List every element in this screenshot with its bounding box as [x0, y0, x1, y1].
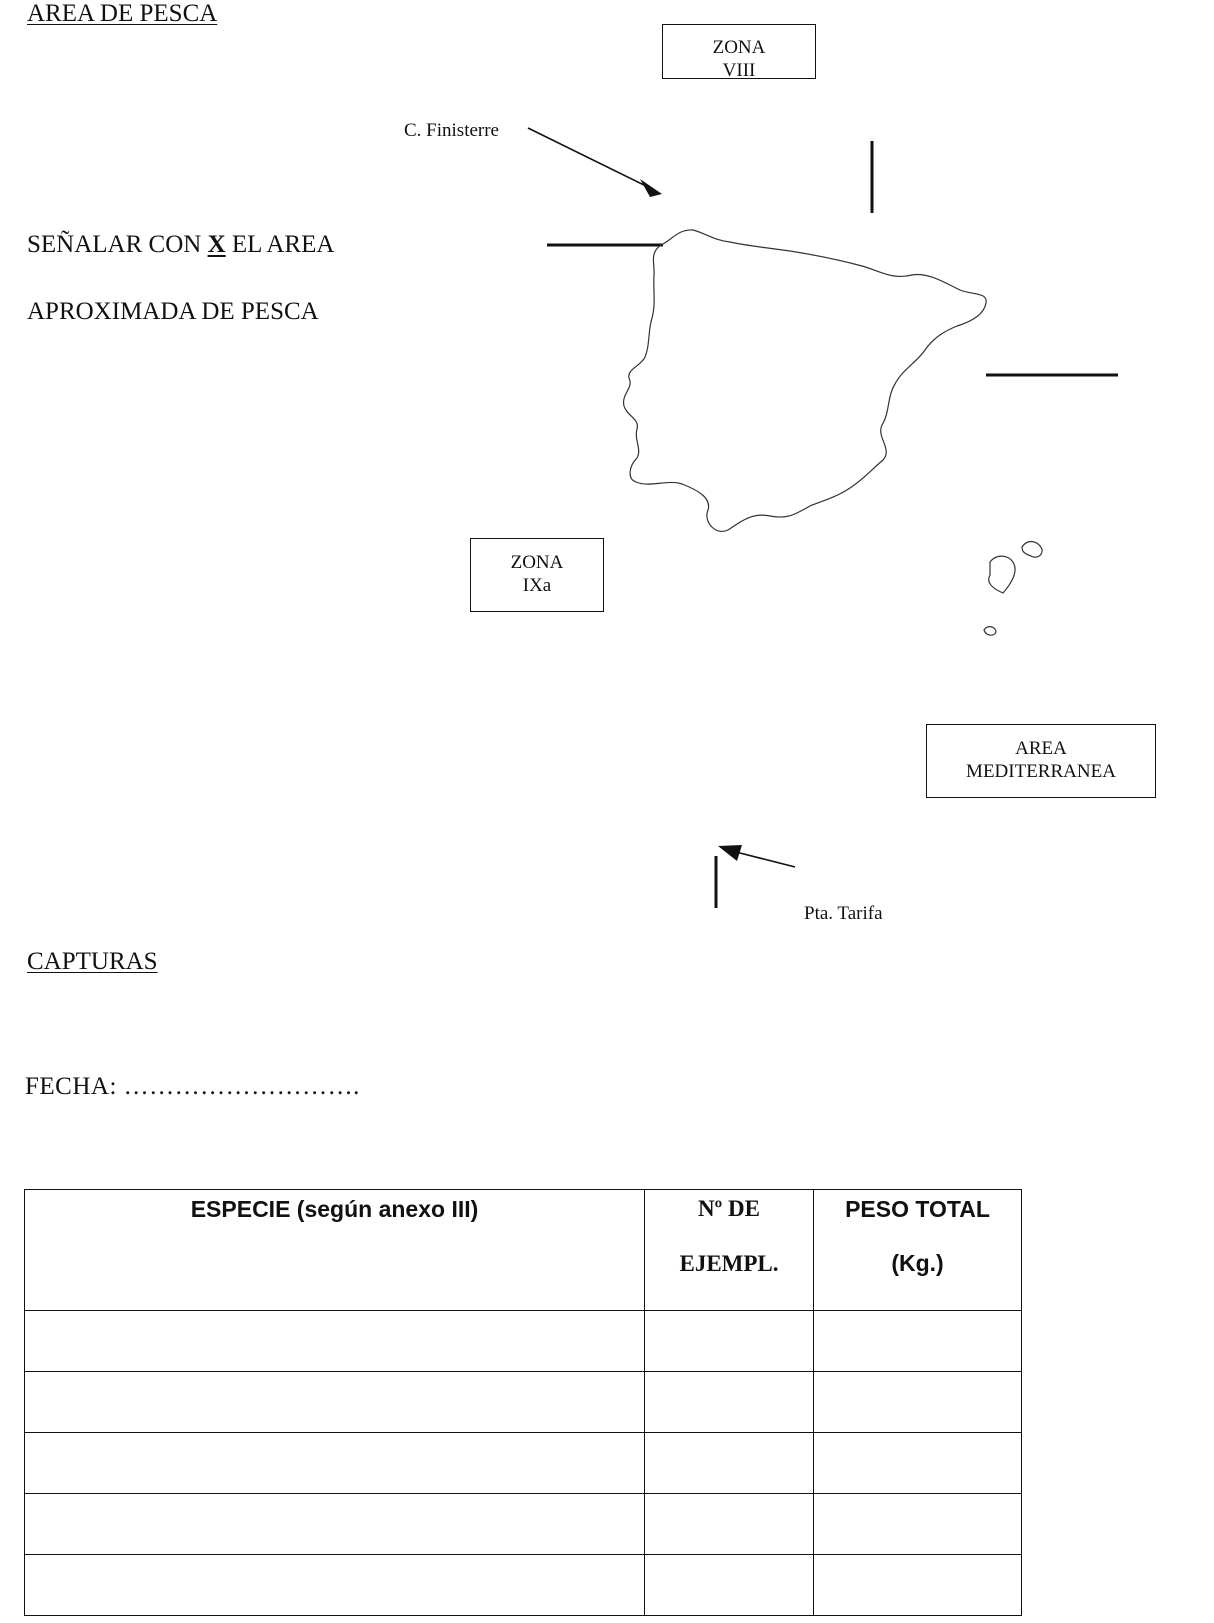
area-mediterranea-box[interactable]	[926, 724, 1156, 798]
header-peso-total-line-1: PESO TOTAL	[845, 1196, 990, 1222]
zone-ixa-line-1: ZONA	[510, 552, 564, 573]
instruction-line-2: APROXIMADA DE PESCA	[27, 298, 319, 325]
island-menorca	[1022, 541, 1042, 557]
cell-num-ejemplares[interactable]	[645, 1372, 814, 1433]
header-num-ejemplares-line-2: EJEMPL.	[679, 1251, 779, 1276]
table-row	[25, 1433, 1022, 1494]
island-ibiza	[984, 627, 996, 636]
tarifa-arrow-line	[736, 852, 795, 867]
capturas-heading: CAPTURAS	[27, 948, 158, 975]
tarifa-arrowhead	[718, 845, 742, 861]
tarifa-label: Pta. Tarifa	[804, 903, 883, 924]
header-especie-line-1: ESPECIE (según anexo III)	[190, 1196, 479, 1222]
fecha-field[interactable]: FECHA: ……………………….	[25, 1073, 360, 1100]
island-mallorca	[989, 556, 1015, 593]
finisterre-arrowhead	[640, 179, 662, 197]
table-row	[25, 1372, 1022, 1433]
zone-viii-box[interactable]	[662, 24, 816, 79]
cell-num-ejemplares[interactable]	[645, 1311, 814, 1372]
zone-ixa-line-2: IXa	[522, 575, 552, 596]
header-peso-total-line-2: (Kg.)	[891, 1250, 944, 1276]
cell-num-ejemplares[interactable]	[645, 1555, 814, 1616]
x-mark: X	[207, 231, 226, 258]
table-row	[25, 1555, 1022, 1616]
instruction-line-1-after: EL AREA	[225, 231, 335, 258]
header-peso-total	[814, 1190, 1022, 1311]
header-num-ejemplares-line-1: Nº DE	[698, 1196, 760, 1221]
area-mediterranea-line-1: AREA	[1015, 738, 1067, 759]
table-row	[25, 1311, 1022, 1372]
table-header-row	[25, 1190, 1022, 1311]
header-num-ejemplares	[645, 1190, 814, 1311]
cell-peso-total[interactable]	[814, 1494, 1022, 1555]
finisterre-label: C. Finisterre	[404, 120, 499, 141]
cell-peso-total[interactable]	[814, 1311, 1022, 1372]
area-mediterranea-line-2: MEDITERRANEA	[966, 761, 1116, 782]
captures-table	[24, 1189, 1022, 1616]
cell-num-ejemplares[interactable]	[645, 1433, 814, 1494]
peninsula-outline	[624, 230, 987, 531]
cell-peso-total[interactable]	[814, 1372, 1022, 1433]
zone-ixa-box[interactable]	[470, 538, 604, 612]
zone-viii-line-2: VIII	[722, 60, 756, 79]
cell-num-ejemplares[interactable]	[645, 1494, 814, 1555]
cell-especie[interactable]	[25, 1311, 645, 1372]
table-row	[25, 1494, 1022, 1555]
cell-peso-total[interactable]	[814, 1555, 1022, 1616]
finisterre-arrow-line	[528, 128, 648, 187]
cell-peso-total[interactable]	[814, 1433, 1022, 1494]
zone-viii-line-1: ZONA	[712, 37, 766, 58]
cell-especie[interactable]	[25, 1433, 645, 1494]
header-especie	[25, 1190, 645, 1311]
instruction-line-1-before: SEÑALAR CON	[27, 231, 208, 258]
cell-especie[interactable]	[25, 1372, 645, 1433]
area-de-pesca-heading: AREA DE PESCA	[27, 0, 218, 27]
cell-especie[interactable]	[25, 1555, 645, 1616]
cell-especie[interactable]	[25, 1494, 645, 1555]
